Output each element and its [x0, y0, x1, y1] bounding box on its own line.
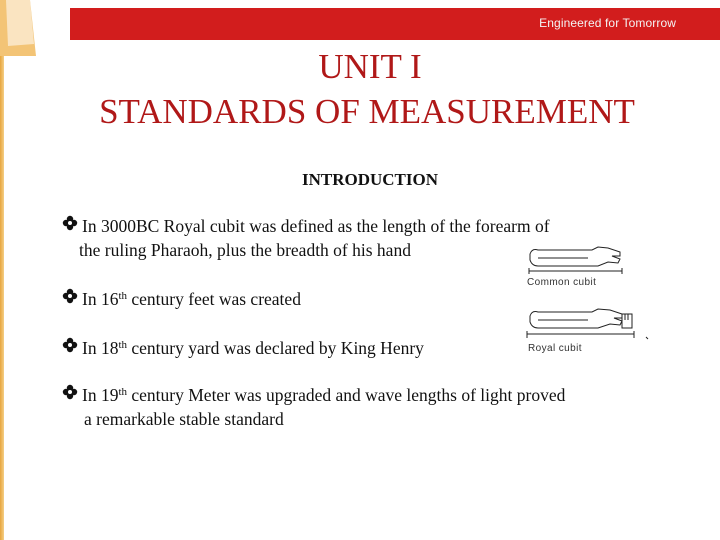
bullet-4-line-2: a remarkable stable standard: [84, 409, 284, 429]
bullet-4-line-1: In 19th century Meter was upgraded and wave lengths of light proved: [82, 385, 566, 405]
page-title-line-1: UNIT I: [318, 47, 422, 86]
bullet-3-text: In 18th century yard was declared by King Henry: [82, 338, 424, 358]
section-heading: INTRODUCTION: [301, 170, 439, 189]
diamond-bullet-icon: [62, 215, 78, 231]
bullet-1-line-1: In 3000BC Royal cubit was defined as the length of the forearm of: [82, 216, 550, 236]
common-cubit-illustration: [528, 244, 628, 278]
page-title-line-2: STANDARDS OF MEASUREMENT: [99, 92, 635, 131]
diamond-bullet-icon: [62, 337, 78, 353]
bullet-item-4: [62, 383, 662, 431]
diamond-bullet-icon: [62, 288, 78, 304]
diamond-bullet-icon: [62, 384, 78, 400]
royal-cubit-illustration: [526, 306, 652, 346]
bullet-2-text: In 16th century feet was created: [82, 289, 301, 309]
royal-cubit-caption: Royal cubit: [528, 343, 582, 354]
common-cubit-caption: Common cubit: [527, 277, 597, 288]
bullet-1-line-2: the ruling Pharaoh, plus the breadth of his hand: [79, 240, 411, 260]
brand-tagline: Engineered for Tomorrow: [539, 16, 676, 30]
